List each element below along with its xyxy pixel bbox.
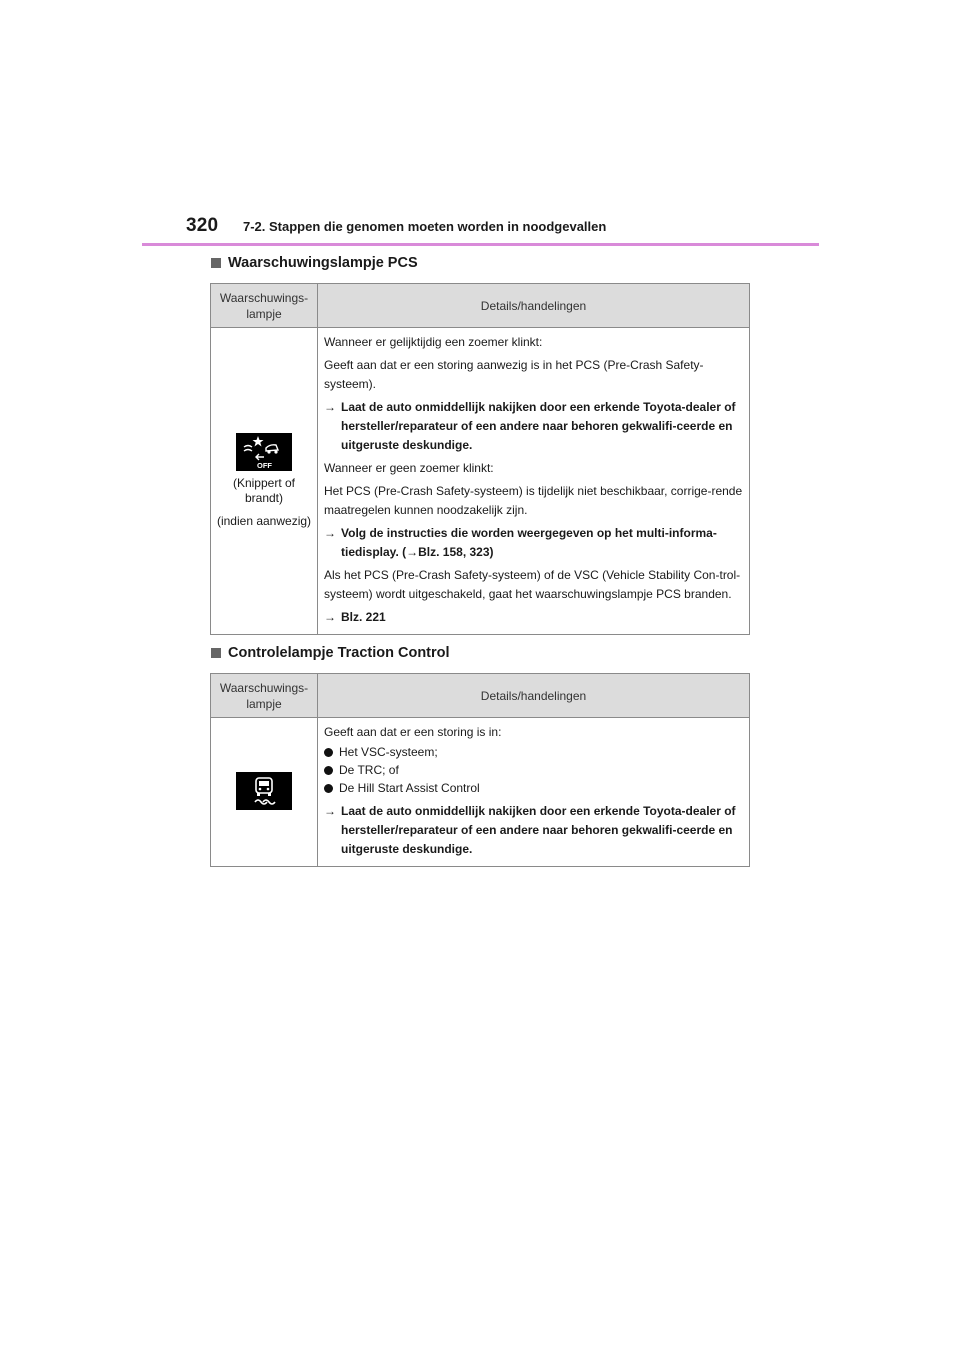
action-item	[324, 802, 743, 859]
column-header-lamp: Waarschuwings- lampje	[211, 674, 318, 718]
page-number: 320	[186, 215, 219, 236]
arrow-right-icon: →	[324, 804, 336, 818]
page-reference-link[interactable]: Blz. 158, 323)	[418, 545, 494, 559]
bullet-dot-icon	[324, 748, 333, 757]
list-item: De Hill Start Assist Control	[324, 779, 743, 797]
list-item: De TRC; of	[324, 761, 743, 779]
icon-caption-optional: (indien aanwezig)	[216, 514, 312, 528]
action-item	[324, 398, 743, 455]
table-header-row	[211, 284, 750, 328]
bullet-dot-icon	[324, 784, 333, 793]
action-item	[324, 524, 743, 562]
details-cell	[318, 718, 750, 867]
table-header-row	[211, 674, 750, 718]
arrow-right-icon: →	[324, 610, 336, 624]
paragraph-disabled: Als het PCS (Pre-Crash Safety-systeem) of de VSC (Vehicle Stability Con-trol-systeem) wordt uitgeschakeld, gaat het waarschuwingslampje PCS branden.	[324, 568, 741, 601]
action-text: Volg de instructies die worden weergegeven op het multi-informa-tiedisplay. (→Blz. 158, 323)	[341, 526, 717, 559]
list-item: Het VSC-systeem;	[324, 743, 743, 761]
paragraph-buzzer: Wanneer er gelijktijdig een zoemer klinkt:	[324, 335, 543, 349]
traction-control-table	[210, 673, 750, 867]
column-header-lamp: Waarschuwings- lampje	[211, 284, 318, 328]
traction-control-slip-icon	[236, 772, 292, 810]
svg-text:OFF: OFF	[257, 461, 272, 470]
page-reference-link[interactable]: Blz. 221	[341, 610, 386, 624]
bullet-dot-icon	[324, 766, 333, 775]
square-bullet-icon	[211, 258, 221, 268]
header-divider	[142, 243, 819, 246]
icon-caption-blink: (Knippert of brandt)	[232, 476, 296, 505]
paragraph-unavailable: Het PCS (Pre-Crash Safety-systeem) is tijdelijk niet beschikbaar, corrige-rende maatregelen kunnen noodzakelijk zijn.	[324, 484, 743, 517]
section-heading-text: Controlelampje Traction Control	[228, 645, 450, 661]
action-item	[324, 608, 743, 627]
table-row	[211, 718, 750, 867]
pcs-warning-table	[210, 283, 750, 635]
icon-cell	[211, 328, 318, 635]
pcs-off-warning-icon	[236, 433, 292, 471]
section-heading-pcs	[211, 255, 418, 271]
chapter-title: 7-2. Stappen die genomen moeten worden in noodgevallen	[243, 219, 607, 234]
arrow-right-icon: →	[324, 400, 336, 414]
section-heading-traction-control	[211, 645, 450, 661]
paragraph-malfunction: Geeft aan dat er een storing is in:	[324, 725, 502, 739]
arrow-right-icon: →	[406, 545, 419, 559]
paragraph-no-buzzer: Wanneer er geen zoemer klinkt:	[324, 461, 494, 475]
section-heading-text: Waarschuwingslampje PCS	[228, 255, 418, 271]
arrow-right-icon: →	[324, 526, 336, 540]
column-header-details: Details/handelingen	[318, 284, 750, 328]
column-header-details: Details/handelingen	[318, 674, 750, 718]
square-bullet-icon	[211, 648, 221, 658]
action-text: Laat de auto onmiddellijk nakijken door een erkende Toyota-dealer of hersteller/reparateur of een andere naar behoren gekwalifi-ceerde en uitgeruste deskundige.	[341, 804, 736, 856]
table-row	[211, 328, 750, 635]
paragraph-malfunction: Geeft aan dat er een storing aanwezig is in het PCS (Pre-Crash Safety-systeem).	[324, 358, 704, 391]
details-cell	[318, 328, 750, 635]
icon-cell	[211, 718, 318, 867]
action-text: Laat de auto onmiddellijk nakijken door een erkende Toyota-dealer of hersteller/reparateur of een andere naar behoren gekwalifi-ceerde en uitgeruste deskundige.	[341, 400, 736, 452]
